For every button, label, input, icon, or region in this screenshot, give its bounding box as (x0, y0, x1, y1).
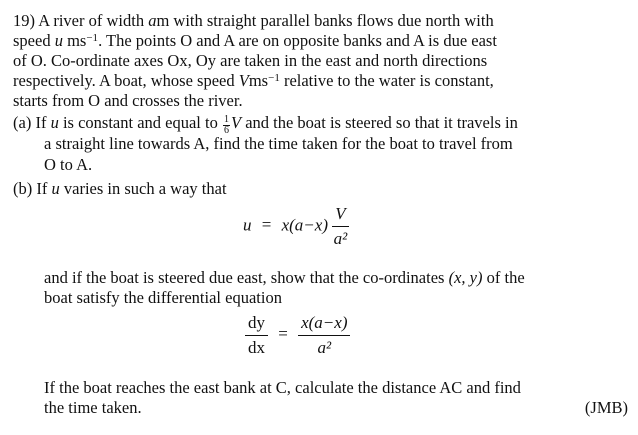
question-number: 19) (13, 11, 35, 30)
part-b-line-4: If the boat reaches the east bank at C, calculate the distance AC and find (44, 378, 521, 397)
intro-line-2: speed u $ms^{-1}$. The points O and A are on opposite banks and A is due east (13, 31, 497, 50)
intro-line-4: respectively. A boat, whose speed Vms$^{-1}$ relative to the water is constant, (13, 71, 494, 90)
rhs-fraction: $\frac{x(a-x)}{\text{a²}}$ (298, 314, 350, 357)
intro-line-3: of O. Co-ordinate axes Ox, Oy are taken in the east and north directions (13, 51, 488, 70)
part-b-line-5: the time taken. (44, 398, 142, 417)
part-a-line-2: a straight line towards A, find the time taken for the boat to travel from (44, 134, 513, 153)
part-b-line-2: and if the boat is steered due east, show that the co-ordinates (x, y) of the (44, 268, 525, 287)
intro-line-5: starts from O and crosses the river. (13, 91, 243, 110)
equation-u-fraction: $\frac{V}{\text{a²}}$ (333, 204, 348, 248)
part-b-line-1: (b) If u varies in such a way that (13, 179, 227, 198)
differential-equation: $\frac{dy}{dx}$ = $\frac{x(a-x)}{\text{a²}}$ (245, 314, 350, 357)
one-sixth-fraction: $\frac{1}{6}$ (223, 114, 229, 136)
source-label: (JMB) (584, 398, 628, 417)
intro-line-1: 19) A river of width am with straight parallel banks flows due north with (13, 11, 494, 30)
part-a-line-3: O to A. (44, 155, 93, 174)
part-a-label: (a) (13, 113, 32, 132)
equation-u: u = x(a−x) $\frac{V}{\text{a²}}$ (243, 204, 348, 248)
part-a-line-1: (a) If u is constant and equal to $\frac{1}{6}$ V and the boat is steered so that it travels in (13, 113, 518, 136)
dy-dx-fraction: $\frac{dy}{dx}$ (245, 314, 268, 357)
part-b-line-3: boat satisfy the differential equation (44, 288, 282, 307)
part-b-label: (b) (13, 179, 33, 198)
